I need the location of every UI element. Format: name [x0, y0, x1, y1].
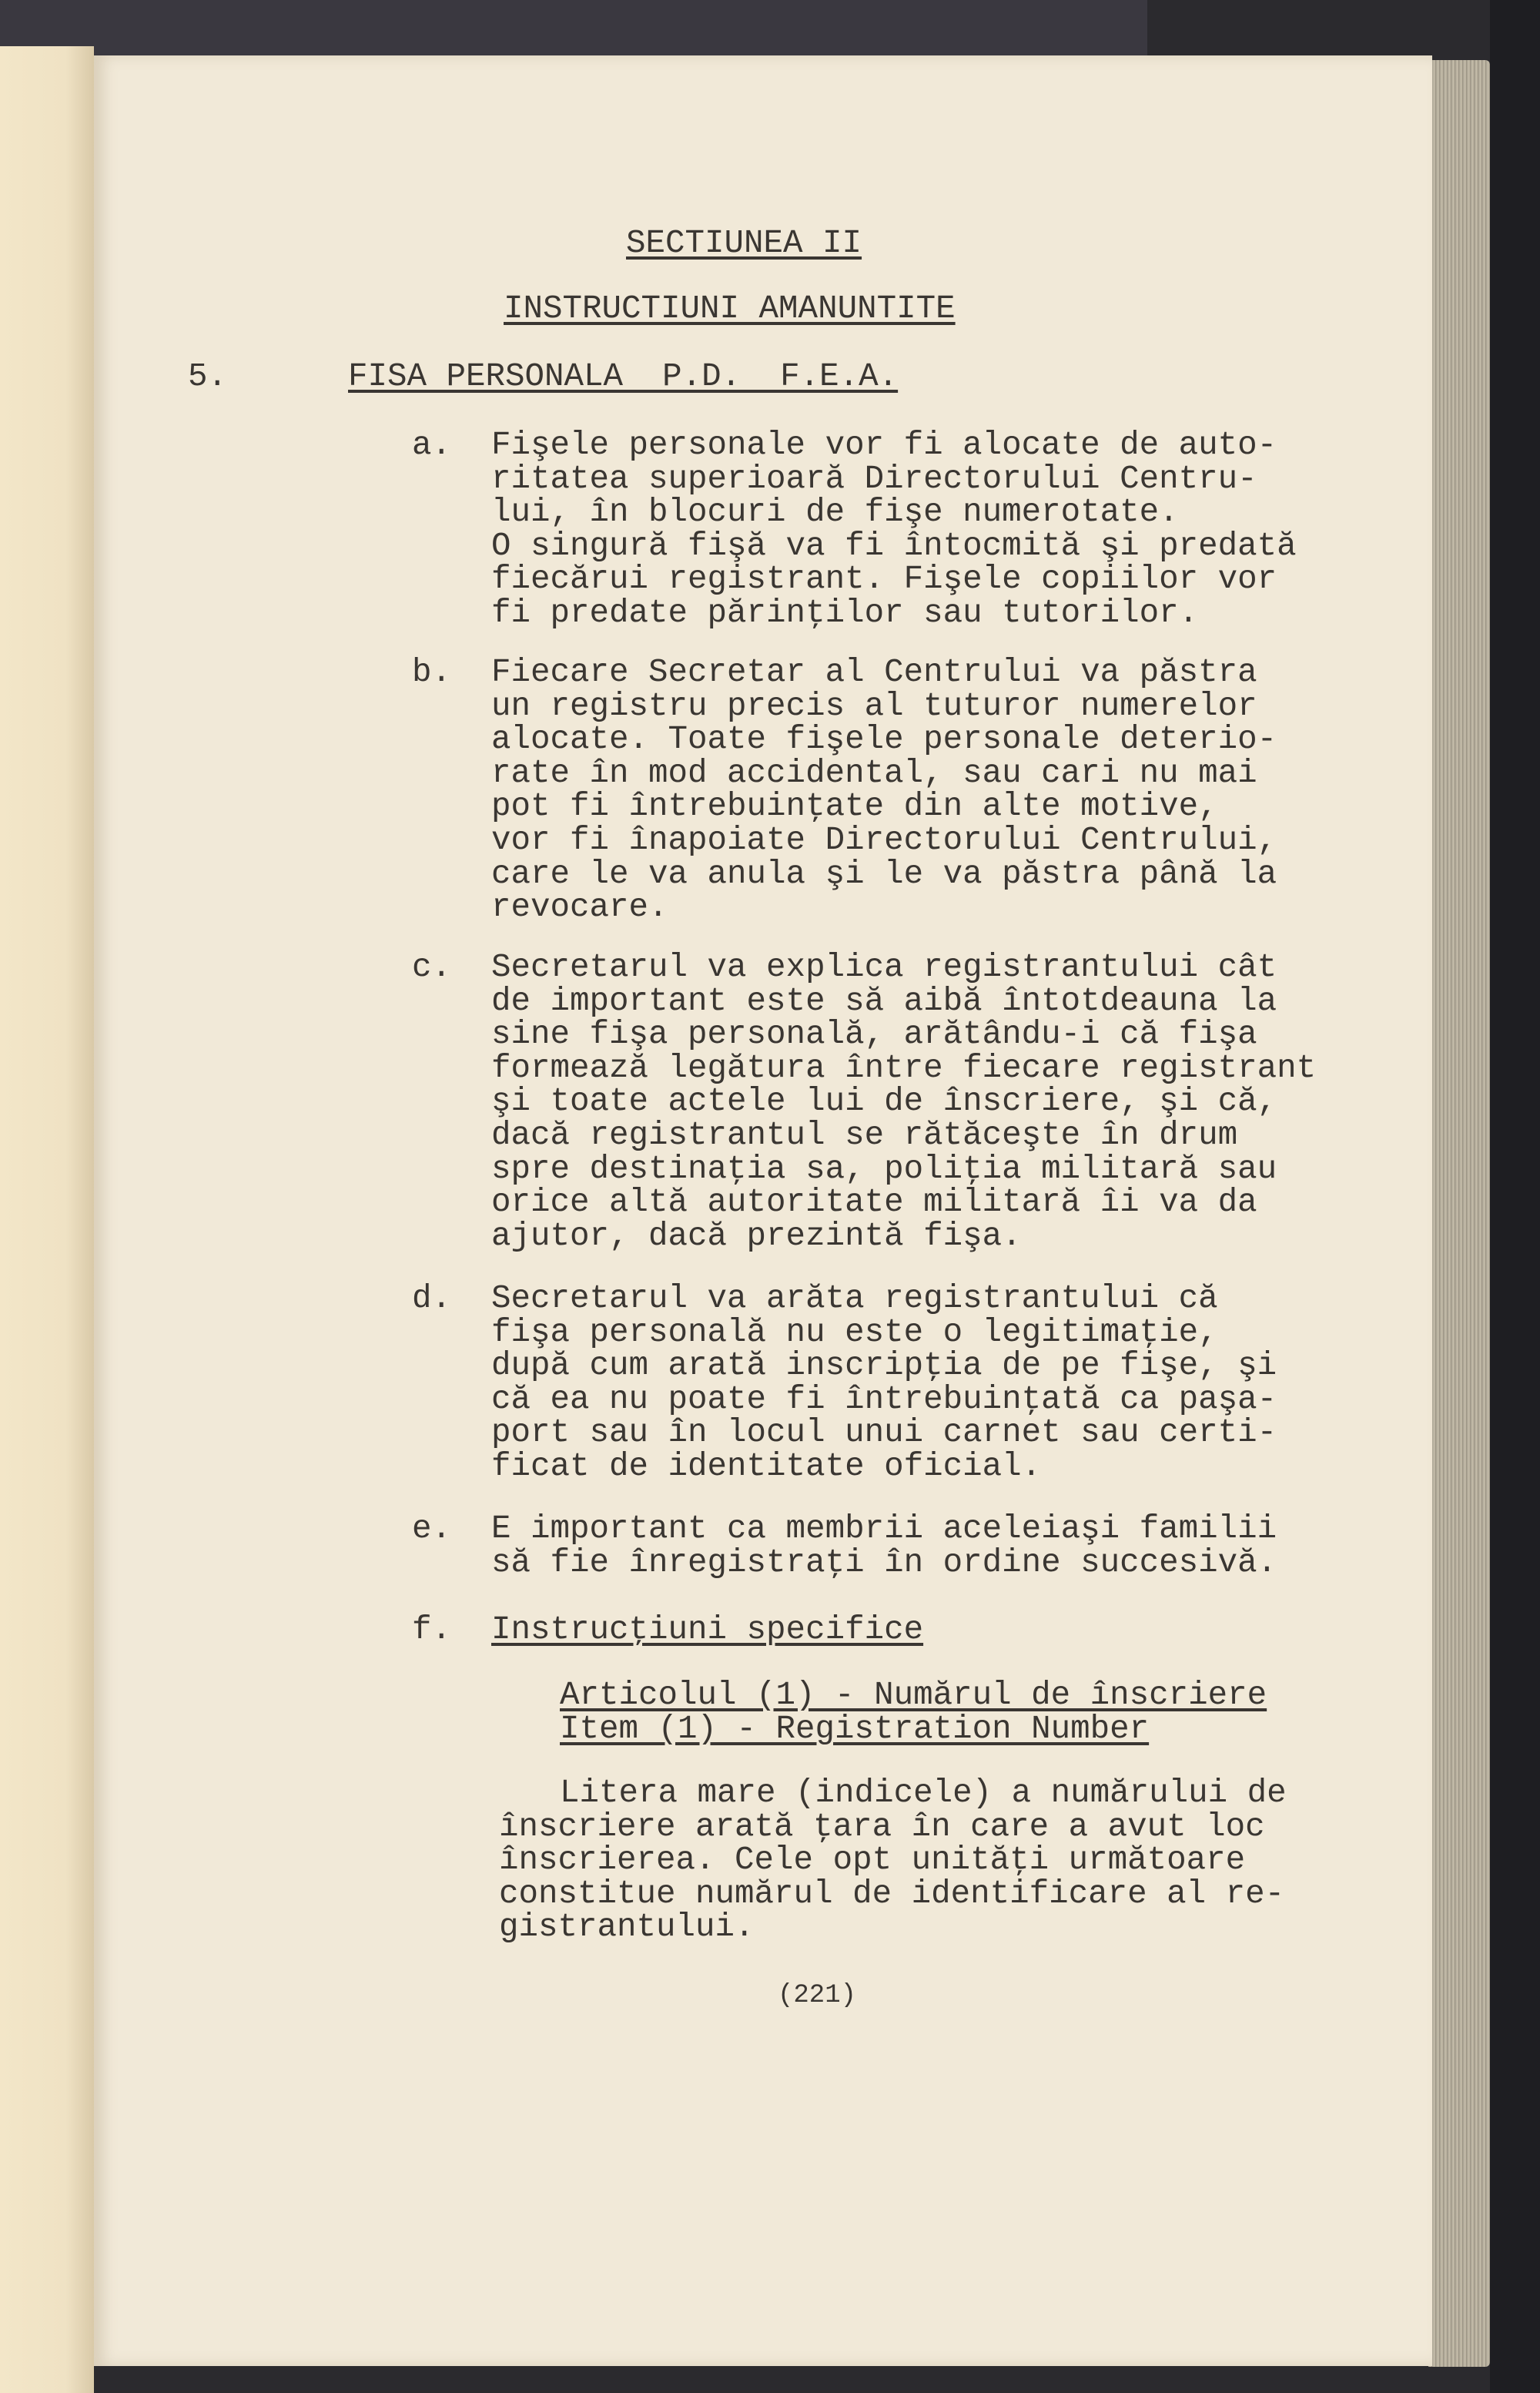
- item-line: Fiecare Secretar al Centrului va păstra: [491, 654, 1257, 691]
- item-line: port sau în locul unui carnet sau certi-: [491, 1414, 1277, 1452]
- item-line: E important ca membrii aceleiaşi familii: [491, 1510, 1277, 1547]
- article-body: [499, 1777, 1287, 1945]
- article-body-line: gistrantului.: [499, 1909, 755, 1946]
- item-line: formează legătura între fiecare registrant: [491, 1049, 1317, 1087]
- item-line: alocate. Toate fişele personale deterio-: [491, 721, 1277, 759]
- item-line: că ea nu poate fi întrebuinţată ca paşa-: [491, 1380, 1277, 1418]
- item-line: Secretarul va explica registrantului cât: [491, 949, 1277, 986]
- article-heading-en: Item (1) - Registration Number: [560, 1711, 1150, 1748]
- item-label: e.: [412, 1510, 452, 1547]
- item-label: b.: [412, 654, 452, 691]
- heading-number: 5.: [188, 358, 228, 395]
- item-line: fi predate părinţilor sau tutorilor.: [491, 595, 1199, 632]
- item-line: ritatea superioară Directorului Centru-: [491, 460, 1257, 498]
- subtitle: INSTRUCTIUNI AMANUNTITE: [504, 290, 956, 327]
- item-line: de important este să aibă întotdeauna la: [491, 982, 1277, 1020]
- item-line: sine fişa personală, arătându-i că fişa: [491, 1016, 1257, 1054]
- article-body-line: constitue numărul de identificare al re-: [499, 1875, 1285, 1912]
- item-line: orice altă autoritate militară îi va da: [491, 1184, 1257, 1222]
- section-title: SECTIUNEA II: [626, 225, 862, 262]
- item-line: fişa personală nu este o legitimaţie,: [491, 1313, 1218, 1351]
- item-line: după cum arată inscripţia de pe fişe, şi: [491, 1347, 1277, 1385]
- item-line: Secretarul va arăta registrantului că: [491, 1280, 1218, 1317]
- item-line: dacă registrantul se rătăceşte în drum: [491, 1117, 1238, 1154]
- article-heading-ro: Articolul (1) - Numărul de înscriere: [560, 1677, 1267, 1714]
- item-line: Fişele personale vor fi alocate de auto-: [491, 427, 1277, 464]
- item-line: pot fi întrebuinţate din alte motive,: [491, 788, 1218, 826]
- item-line: vor fi înapoiate Directorului Centrului,: [491, 822, 1277, 859]
- item-line: Instrucţiuni specifice: [491, 1611, 924, 1648]
- item-line: revocare.: [491, 889, 668, 927]
- item-line: spre destinaţia sa, poliţia militară sau: [491, 1150, 1277, 1188]
- item-line: care le va anula şi le va păstra până la: [491, 855, 1277, 893]
- article-body-line: înscriere arată ţara în care a avut loc: [499, 1808, 1265, 1845]
- item-line: să fie înregistraţi în ordine succesivă.: [491, 1543, 1277, 1581]
- item-line: fiecărui registrant. Fişele copiilor vor: [491, 561, 1277, 598]
- item-label: a.: [412, 427, 452, 464]
- item-line: şi toate actele lui de înscriere, şi că,: [491, 1083, 1277, 1121]
- item-label: d.: [412, 1280, 452, 1317]
- page-number: (221): [778, 1981, 857, 2010]
- item-line: ajutor, dacă prezintă fişa.: [491, 1217, 1022, 1255]
- item-label: c.: [412, 949, 452, 986]
- article-body-line: Litera mare (indicele) a numărului de: [560, 1775, 1287, 1812]
- article-body-line: înscrierea. Cele opt unităţi următoare: [499, 1842, 1246, 1879]
- item-line: un registru precis al tuturor numerelor: [491, 687, 1257, 725]
- item-line: ficat de identitate oficial.: [491, 1448, 1042, 1485]
- heading-title: FISA PERSONALA P.D. F.E.A.: [348, 358, 899, 395]
- item-line: lui, în blocuri de fişe numerotate.: [491, 494, 1179, 531]
- item-label: f.: [412, 1611, 452, 1648]
- item-line: rate în mod accidental, sau cari nu mai: [491, 754, 1257, 792]
- item-line: O singură fişă va fi întocmită şi predată: [491, 527, 1297, 565]
